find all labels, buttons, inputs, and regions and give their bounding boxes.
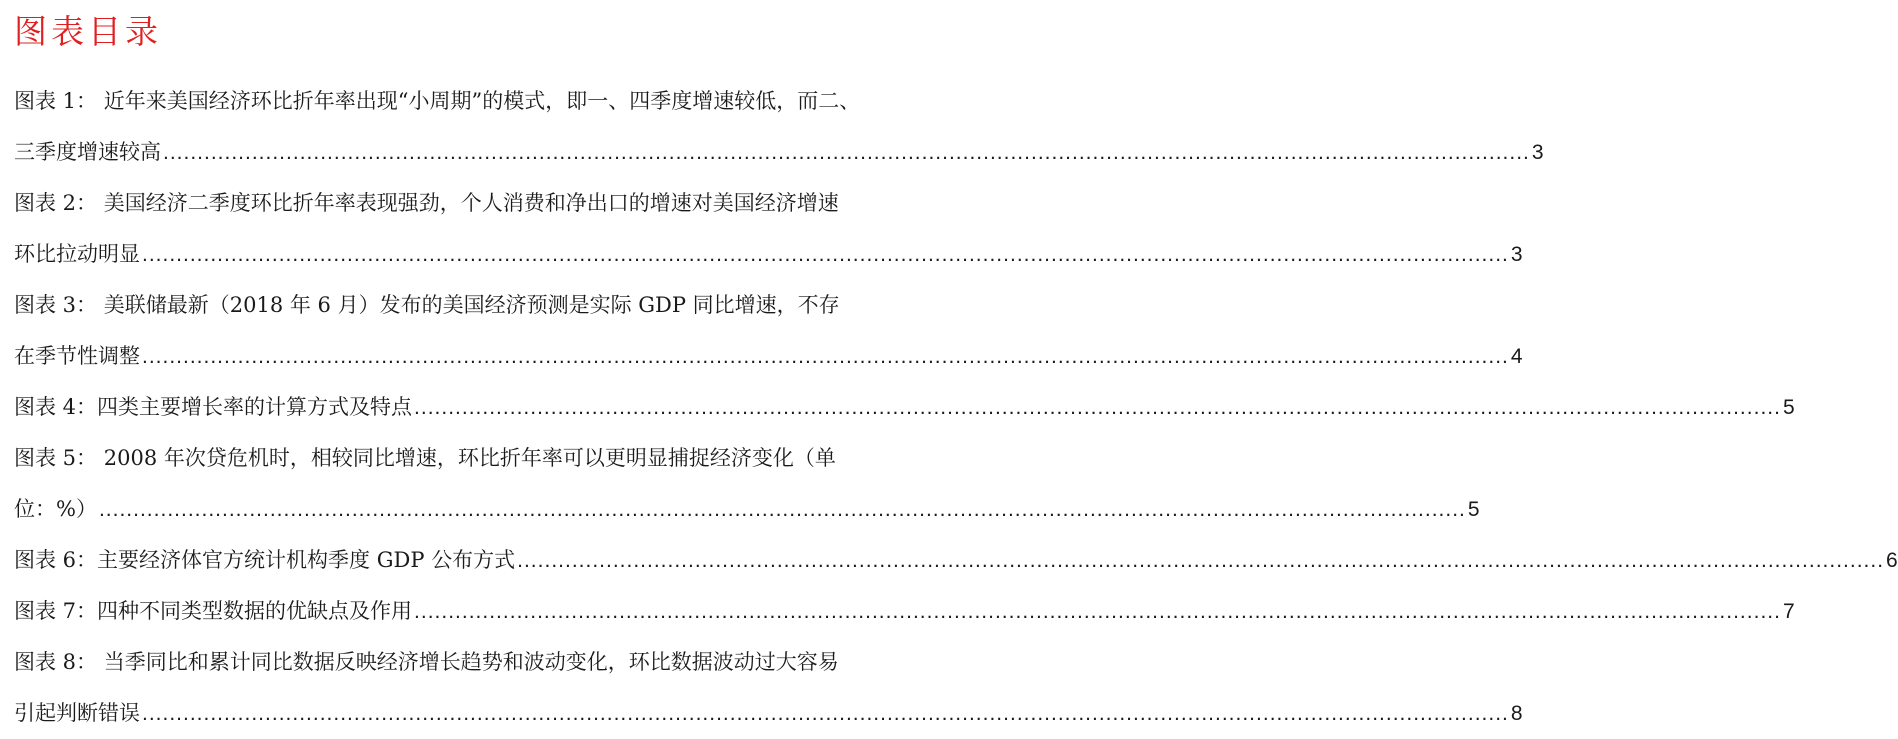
toc-entry-first-line bbox=[14, 433, 1068, 484]
page-title: 图表目录 bbox=[14, 12, 162, 51]
toc-entry-page: 5 bbox=[1782, 396, 1795, 419]
toc-entry[interactable] bbox=[14, 535, 1898, 586]
toc-entry-last-line bbox=[14, 535, 1898, 586]
toc-entry-title: 近年来美国经济环比折年率出现“小周期”的模式，即一、四季度增速较低，而二、 bbox=[103, 89, 861, 113]
toc-entry-last-line bbox=[14, 382, 1795, 433]
toc-entry-page: 3 bbox=[1531, 141, 1544, 164]
toc-entry[interactable] bbox=[14, 76, 1544, 178]
toc-list bbox=[14, 76, 1898, 739]
toc-entry-first-line bbox=[14, 76, 1068, 127]
toc-entry-title: 2008 年次贷危机时，相较同比增速，环比折年率可以更明显捕捉经济变化（单 bbox=[103, 446, 836, 470]
leader-dots: ........................................................................................................................................................................................................ bbox=[142, 345, 1509, 368]
toc-entry-last-line bbox=[14, 331, 1523, 382]
toc-entry-first-line bbox=[14, 280, 1068, 331]
leader-dots: ........................................................................................................................................................................................................ bbox=[163, 141, 1530, 164]
toc-entry-title: 美联储最新（2018 年 6 月）发布的美国经济预测是实际 GDP 同比增速，不存 bbox=[103, 293, 840, 317]
toc-entry[interactable] bbox=[14, 280, 1523, 382]
toc-entry[interactable] bbox=[14, 382, 1795, 433]
toc-entry-title: 四种不同类型数据的优缺点及作用 bbox=[97, 599, 413, 623]
leader-dots: ........................................................................................................................................................................................................ bbox=[98, 498, 1466, 521]
toc-entry-title: 主要经济体官方统计机构季度 GDP 公布方式 bbox=[97, 548, 516, 572]
toc-entry-title-continued: 在季节性调整 bbox=[14, 344, 140, 368]
leader-dots: ........................................................................................................................................................................................................ bbox=[142, 243, 1509, 266]
toc-entry-title: 当季同比和累计同比数据反映经济增长趋势和波动变化，环比数据波动过大容易 bbox=[103, 650, 839, 674]
leader-dots: ........................................................................................................................................................................................................ bbox=[414, 396, 1781, 419]
toc-entry-last-line bbox=[14, 688, 1523, 739]
toc-entry-label: 图表 8： bbox=[14, 650, 98, 674]
toc-entry-label: 图表 4： bbox=[14, 395, 98, 419]
toc-entry[interactable] bbox=[14, 586, 1795, 637]
toc-entry-title: 美国经济二季度环比折年率表现强劲，个人消费和净出口的增速对美国经济增速 bbox=[103, 191, 839, 215]
leader-dots: ........................................................................................................................................................................................................ bbox=[142, 702, 1509, 725]
toc-entry-title-continued: 三季度增速较高 bbox=[14, 140, 161, 164]
toc-entry-page: 6 bbox=[1886, 549, 1898, 572]
toc-entry-label: 图表 1： bbox=[14, 89, 98, 113]
toc-entry-last-line bbox=[14, 127, 1544, 178]
toc-entry-title: 四类主要增长率的计算方式及特点 bbox=[97, 395, 413, 419]
toc-entry-label: 图表 5： bbox=[14, 446, 98, 470]
toc-entry-label: 图表 7： bbox=[14, 599, 98, 623]
toc-entry-title-continued: 环比拉动明显 bbox=[14, 242, 140, 266]
toc-entry-title-continued: 位：%） bbox=[14, 497, 97, 521]
toc-entry-last-line bbox=[14, 229, 1523, 280]
toc-entry-label: 图表 6： bbox=[14, 548, 98, 572]
toc-entry-first-line bbox=[14, 637, 1068, 688]
toc-entry-label: 图表 2： bbox=[14, 191, 98, 215]
toc-entry[interactable] bbox=[14, 637, 1523, 739]
leader-dots: ........................................................................................................................................................................................................ bbox=[517, 549, 1885, 572]
toc-entry-first-line bbox=[14, 178, 1068, 229]
toc-entry[interactable] bbox=[14, 178, 1523, 280]
toc-entry-page: 8 bbox=[1510, 702, 1523, 725]
toc-entry-page: 3 bbox=[1510, 243, 1523, 266]
toc-entry-page: 5 bbox=[1467, 498, 1480, 521]
toc-entry[interactable] bbox=[14, 433, 1480, 535]
toc-entry-page: 4 bbox=[1510, 345, 1523, 368]
toc-entry-last-line bbox=[14, 586, 1795, 637]
toc-entry-label: 图表 3： bbox=[14, 293, 98, 317]
toc-entry-page: 7 bbox=[1782, 600, 1795, 623]
toc-entry-last-line bbox=[14, 484, 1480, 535]
toc-entry-title-continued: 引起判断错误 bbox=[14, 701, 140, 725]
leader-dots: ........................................................................................................................................................................................................ bbox=[414, 600, 1781, 623]
